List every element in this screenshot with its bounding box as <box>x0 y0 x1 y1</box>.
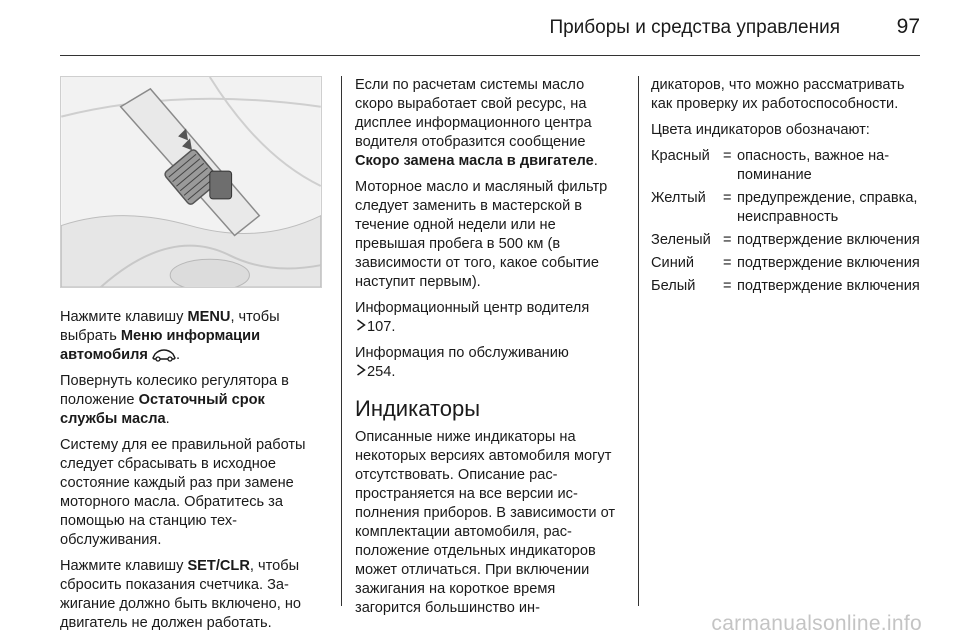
color-name: Зеленый <box>651 232 711 248</box>
text-run: , чтобы сбросить показания счетчика. Зажигание должно быть включено, но двигатель не должен работать. <box>60 558 302 631</box>
color-description: подтверждение включения <box>737 278 920 294</box>
table-row <box>651 189 923 231</box>
column-2 <box>355 76 625 625</box>
column-divider-1 <box>341 76 342 606</box>
table-row <box>651 231 923 254</box>
equals-sign: = <box>723 148 732 164</box>
column-divider-2 <box>638 76 639 606</box>
text-run: . <box>165 411 170 427</box>
paragraph-rotate <box>60 372 322 429</box>
text-run: , чтобы выбрать <box>60 309 280 344</box>
color-name: Желтый <box>651 190 706 206</box>
table-row <box>651 277 923 300</box>
reference-page: 107. <box>367 319 396 335</box>
column-3 <box>651 76 923 300</box>
vehicle-info-menu-label: Меню информации автомобиля <box>60 328 261 363</box>
reference-driver-info[interactable] <box>355 299 625 337</box>
header-divider <box>60 55 920 56</box>
reference-text: Информационный центр водителя <box>355 300 590 316</box>
equals-sign: = <box>723 232 732 248</box>
car-icon <box>152 348 176 362</box>
paragraph-indicators: Описанные ниже индикаторы на некоторых версиях автомобиля могут отсутствовать. Описание распространяется на все версии исполнения приборов. В зависимости от комплектации автомобиля, расположение отдельных индикаторов может отличаться. При включении зажигания на короткое время загорится большинство ин- <box>355 429 616 616</box>
ref-arrow-icon <box>355 364 367 376</box>
column-1 <box>60 76 322 640</box>
equals-sign: = <box>723 190 732 206</box>
paragraph-reset-info: Систему для ее правильной работы следует сбрасывать в исходное состояние каждый раз при замене моторного масла. Обратитесь за помощью на станцию техобслуживания. <box>60 437 306 548</box>
watermark: carmanualsonline.info <box>711 612 922 635</box>
color-description: опасность, важное напоминание <box>737 148 890 183</box>
ref-arrow-icon <box>355 319 367 331</box>
paragraph-colors-intro: Цвета индикаторов обозначают: <box>651 122 870 138</box>
oil-change-message: Скоро замена масла в двигателе <box>355 153 594 169</box>
page-number: 97 <box>896 15 920 38</box>
equals-sign: = <box>723 255 732 271</box>
section-heading: Индикаторы <box>355 396 481 421</box>
color-name: Белый <box>651 278 696 294</box>
equals-sign: = <box>723 278 732 294</box>
reference-page: 254. <box>367 364 396 380</box>
color-description: подтверждение включения <box>737 255 920 271</box>
text-run: Нажмите клавишу <box>60 558 188 574</box>
text-run: . <box>175 347 180 363</box>
page-title: Приборы и средства управления <box>549 17 840 38</box>
color-name: Красный <box>651 148 710 164</box>
page-header <box>0 0 960 60</box>
indicator-colors-table <box>651 147 923 300</box>
paragraph-menu <box>60 308 322 365</box>
color-name: Синий <box>651 255 695 271</box>
paragraph-indicators-cont: дикаторов, что можно рассматривать как проверку их работоспособности. <box>651 77 905 112</box>
reference-text: Информация по обслуживанию <box>355 345 569 361</box>
text-run: Если по расчетам системы масло скоро выработает свой ресурс, на дисплее информационного центра водителя отобразится сообщение <box>355 77 592 150</box>
reference-service-info[interactable] <box>355 344 625 382</box>
table-row <box>651 254 923 277</box>
table-row <box>651 147 923 189</box>
paragraph-setclr <box>60 557 322 633</box>
paragraph-oil-change: Моторное масло и масляный фильтр следует заменить в мастерской в течение одной недели или не превышая пробега в 500 км (в зависимости от того, какое событие наступит первым). <box>355 179 608 290</box>
color-description: предупреждение, справка, неисправность <box>737 190 918 225</box>
steering-column-illustration <box>60 76 322 288</box>
menu-key-label: MENU <box>187 309 231 325</box>
text-run: . <box>593 153 598 169</box>
set-clr-key-label: SET/CLR <box>187 558 250 574</box>
oil-life-label: Остаточный срок службы масла <box>60 392 265 427</box>
color-description: подтверждение включения <box>737 232 920 248</box>
text-run: Нажмите клавишу <box>60 309 188 325</box>
text-run: Повернуть колесико регулятора в положение <box>60 373 289 408</box>
paragraph-oil-warning <box>355 76 625 171</box>
